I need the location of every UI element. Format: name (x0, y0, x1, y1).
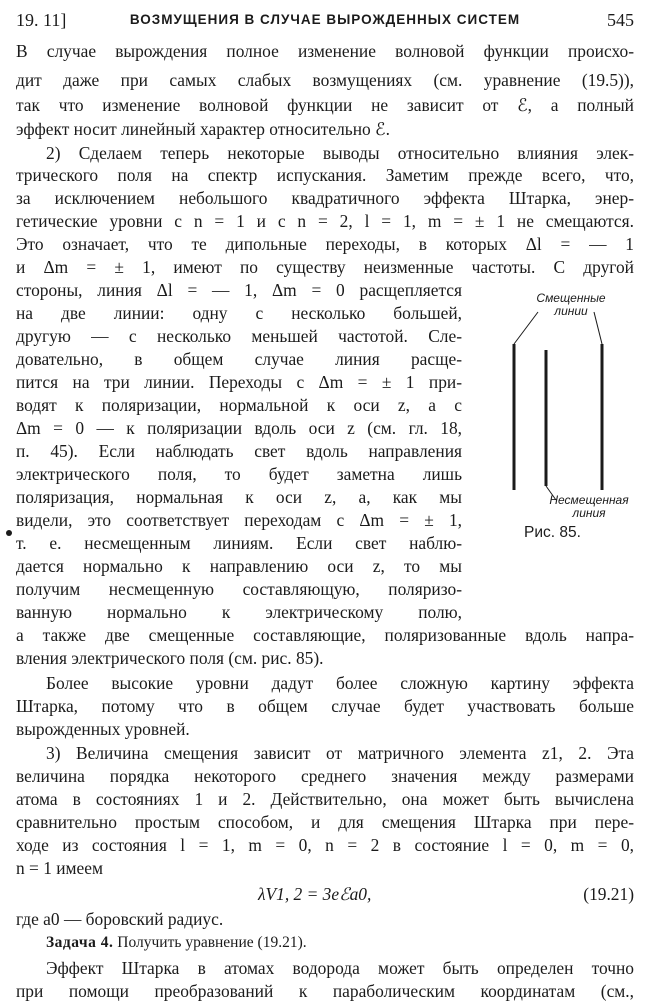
running-head (16, 8, 634, 32)
shifted-lines-label: Смещенные линии (536, 291, 606, 318)
pointer-line-left (514, 312, 538, 344)
text-line: и Δm = ± 1, имеют по существу неизменные частоты. С другой (16, 257, 634, 277)
text-line: дит даже при самых слабых возмущениях (см. уравнение (19.5)), (16, 70, 634, 90)
chapter-title: ВОЗМУЩЕНИЯ В СЛУЧАЕ ВЫРОЖДЕННЫХ СИСТЕМ (129, 12, 521, 27)
figure-caption: Рис. 85. (524, 524, 581, 541)
text-line: В случае вырождения полное изменение волновой функции происхо- (16, 41, 634, 61)
text-line: довательно, в общем случае линия расще- (16, 349, 462, 369)
figure-85 (478, 284, 642, 544)
text-line: вления электрического поля (см. рис. 85). (16, 648, 324, 668)
text-line: Δm = 0 — к поляризации вдоль оси z (см. гл. 18, (16, 418, 462, 438)
text-line: на две линии: одну с несколько большей, (16, 303, 462, 323)
text-line: трического поля на спектр испускания. Заметим прежде всего, что, (16, 165, 634, 185)
text-line: а также две смещенные составляющие, поляризованные вдоль напра- (16, 625, 634, 645)
text-line: электрического поля, то будет заметна лишь (16, 464, 462, 484)
text-line: Это означает, что те дипольные переходы, в которых Δl = — 1 (16, 234, 634, 254)
text-line: так что изменение волновой функции не зависит от ℰ, а полный (16, 95, 634, 115)
text-line: видели, это соответствует переходам с Δm = ± 1, (16, 510, 462, 530)
text-line: Штарка, потому что в общем случае будет участвовать больше (16, 696, 634, 716)
text-line: другую — с несколько меньшей частотой. Сле- (16, 326, 462, 346)
equation-number: (19.21) (583, 884, 634, 904)
text-line: ходе из состояния l = 1, m = 0, n = 2 в состояние l = 0, m = 0, (16, 835, 634, 855)
text-line: где a0 — боровский радиус. (16, 909, 224, 929)
text-line: вырожденных уровней. (16, 719, 190, 739)
text-line: 2) Сделаем теперь некоторые выводы относительно влияния элек- (46, 143, 634, 163)
text-line: сравнительно простым способом, и для смещения Штарка при пере- (16, 812, 634, 832)
text-line: эффект носит линейный характер относительно ℰ. (16, 119, 390, 139)
text-line: гетические уровни с n = 1 и с n = 2, l = 1, m = ± 1 не смещаются. (16, 211, 634, 231)
margin-dot (6, 530, 12, 536)
task-label: Задача 4. (46, 934, 114, 951)
page-number: 545 (607, 10, 634, 30)
pointer-line-right (594, 312, 602, 344)
text-line: стороны, линия Δl = — 1, Δm = 0 расщепляется (16, 280, 462, 300)
text-line: ванную нормально к электрическому полю, (16, 602, 462, 622)
equation (0, 882, 650, 906)
text-line: дается нормально к направлению оси z, то мы (16, 556, 462, 576)
text-line: величина порядка некоторого среднего значения между размерами (16, 766, 634, 786)
text-line: n = 1 имеем (16, 858, 103, 878)
text-line: 3) Величина смещения зависит от матричного элемента z1, 2. Эта (46, 743, 634, 763)
text-line: атома в состояниях 1 и 2. Действительно, она может быть вычислена (16, 789, 634, 809)
text-line: пится на три линии. Переходы с Δm = ± 1 при- (16, 372, 462, 392)
text-line: т. е. несмещенным линиям. Если свет наблю- (16, 533, 462, 553)
task (46, 932, 307, 954)
text-line: Эффект Штарка в атомах водорода может быть определен точно (46, 958, 634, 978)
text-line: Более высокие уровни дадут более сложную картину эффекта (46, 673, 634, 693)
section-number: 19. 11] (16, 10, 67, 30)
text-line: п. 45). Если наблюдать свет вдоль направления (16, 441, 462, 461)
task-text: Получить уравнение (19.21). (117, 934, 307, 951)
text-line: получим несмещенную составляющую, поляризо- (16, 579, 462, 599)
text-line: водят к поляризации, нормальной к оси z, а с (16, 395, 462, 415)
text-line: поляризация, нормальная к оси z, а, как мы (16, 487, 462, 507)
equation-body: λV1, 2 = 3eℰa0, (258, 884, 372, 904)
text-line: за исключением небольшого квадратичного эффекта Штарка, энер- (16, 188, 634, 208)
text-line: при помощи преобразований к параболическим координатам (см., (16, 981, 634, 1001)
unshifted-line-label: Несмещенная линия (549, 493, 629, 520)
